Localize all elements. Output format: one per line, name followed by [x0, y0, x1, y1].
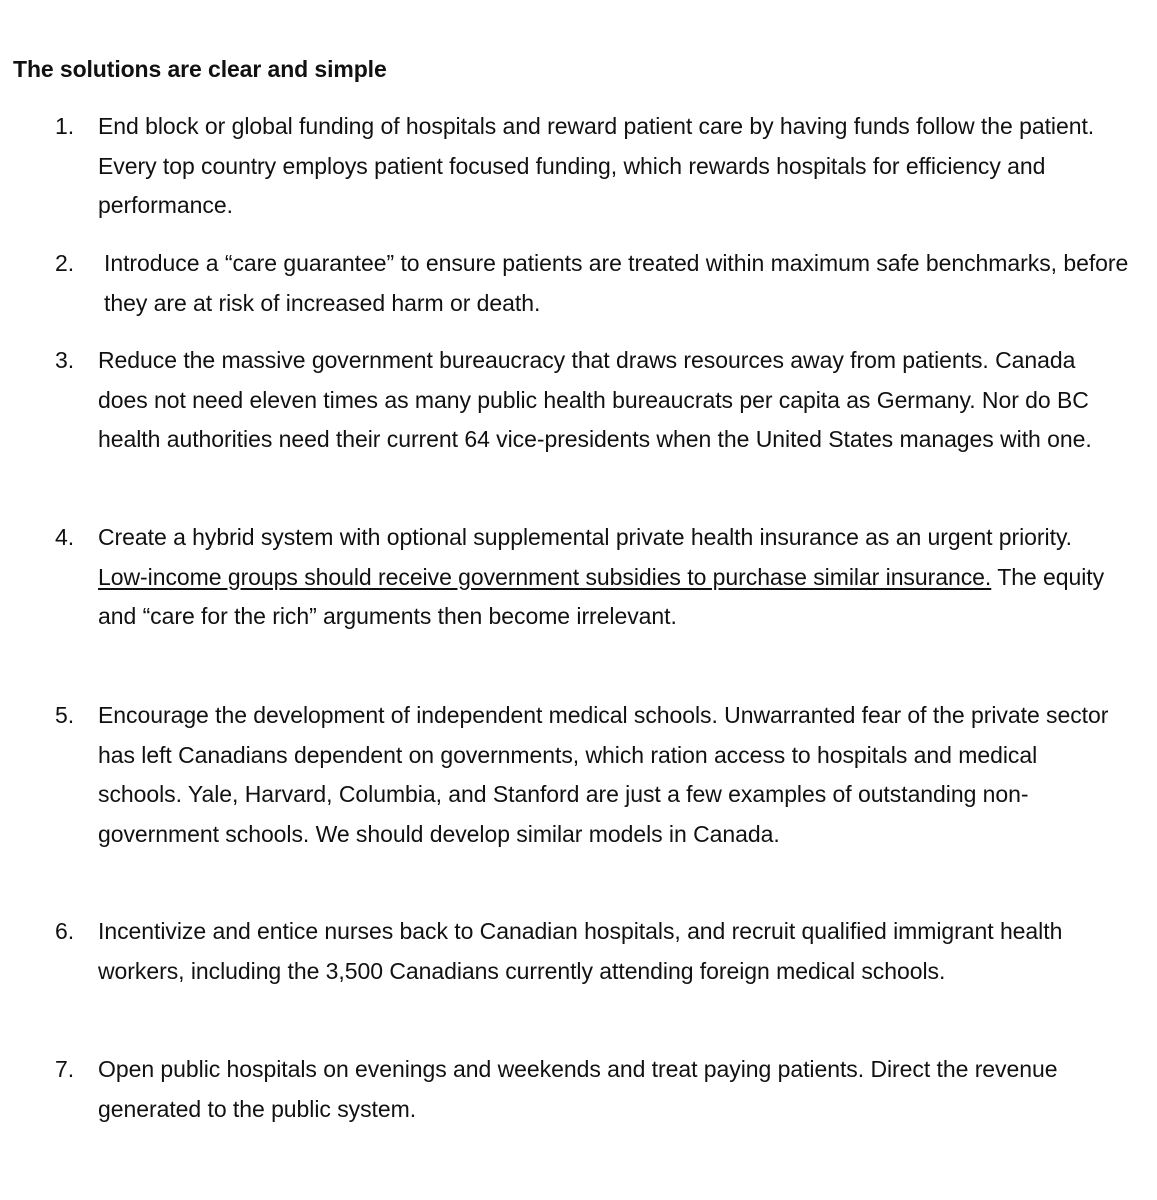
- list-item-number: 3.: [55, 347, 75, 373]
- list-item-number: 5.: [55, 702, 75, 728]
- list-item-text: [98, 518, 1123, 637]
- list-item-text: Incentivize and entice nurses back to Canadian hospitals, and recruit qualified immigrant health workers, including the 3,500 Canadians currently attending foreign medical schools.: [98, 918, 1063, 984]
- list-item-number: 7.: [55, 1056, 75, 1082]
- list-item-text: Encourage the development of independent medical schools. Unwarranted fear of the private sector has left Canadians dependent on governments, which ration access to hospitals and medical schools. Yale, Harvard, Columbia, and Stanford are just a few examples of outstanding non-government schools. We should develop similar models in Canada.: [98, 702, 1109, 847]
- list-item-text-start: Create a hybrid system with optional supplemental private health insurance as an urgent priority.: [98, 524, 1073, 550]
- list-item-number: 1.: [55, 113, 75, 139]
- list-item-text: Open public hospitals on evenings and weekends and treat paying patients. Direct the revenue generated to the public system.: [98, 1056, 1058, 1122]
- list-item-text: End block or global funding of hospitals and reward patient care by having funds follow the patient. Every top country employs patient focused funding, which rewards hospitals for efficiency and performance.: [98, 113, 1095, 219]
- list-item-number: 4.: [55, 524, 75, 550]
- underlined-statement: Low-income groups should receive government subsidies to purchase similar insurance.: [98, 563, 992, 590]
- list-item-text-end: The equity and “care for the rich” arguments then become irrelevant.: [98, 563, 1105, 630]
- list-item-number: 2.: [55, 250, 75, 276]
- list-item-number: 6.: [55, 918, 75, 944]
- list-item-text: Reduce the massive government bureaucracy that draws resources away from patients. Canada does not need eleven times as many public health bureaucrats per capita as Germany. Nor do BC health authorities need their current 64 vice-presidents when the United States manages with one.: [98, 347, 1092, 453]
- section-heading: The solutions are clear and simple: [13, 56, 387, 82]
- list-item-text: Introduce a “care guarantee” to ensure patients are treated within maximum safe benchmarks, before they are at risk of increased harm or death.: [104, 250, 1129, 316]
